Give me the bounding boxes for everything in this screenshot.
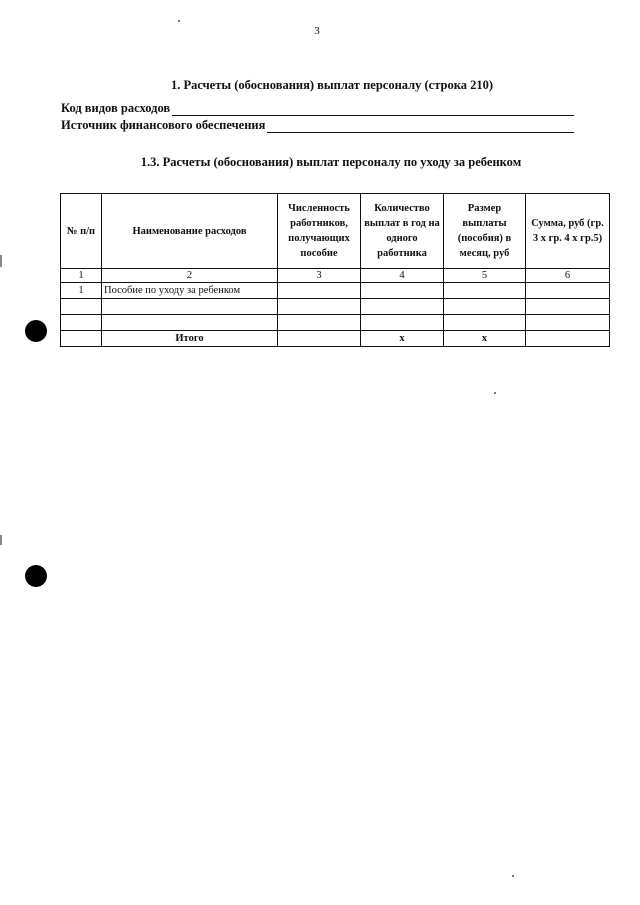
- punch-hole: [25, 565, 47, 587]
- header-payment-amount: Размер выплаты (пособия) в месяц, руб: [444, 194, 526, 269]
- table-row: [61, 283, 610, 299]
- total-cell: [278, 331, 361, 347]
- funding-source-label: Источник финансового обеспечения: [61, 118, 266, 132]
- total-cell: [526, 331, 610, 347]
- cell-payments-per-year: [361, 299, 444, 315]
- cell-sum: [526, 283, 610, 299]
- cell-sum: [526, 315, 610, 331]
- scan-edge-mark: [0, 535, 2, 545]
- scan-edge-mark: [0, 255, 2, 267]
- cell-sum: [526, 299, 610, 315]
- section-subtitle: 1.3. Расчеты (обоснования) выплат персоналу по уходу за ребенком: [140, 155, 522, 169]
- cell-row-number: 1: [61, 283, 102, 299]
- funding-source-field: [61, 118, 574, 133]
- cell-payment-amount: [444, 283, 526, 299]
- total-cell: х: [444, 331, 526, 347]
- cell-employee-count: [278, 315, 361, 331]
- scan-speck: [512, 875, 514, 877]
- punch-hole: [25, 320, 47, 342]
- page-number: 3: [314, 25, 320, 37]
- table-row: [61, 299, 610, 315]
- cell-payments-per-year: [361, 283, 444, 299]
- column-number-row: [61, 269, 610, 283]
- column-number: 6: [526, 269, 610, 283]
- expense-code-label: Код видов расходов: [61, 101, 171, 115]
- total-cell: [61, 331, 102, 347]
- column-number: 1: [61, 269, 102, 283]
- header-row: [61, 194, 610, 269]
- total-cell: х: [361, 331, 444, 347]
- header-expense-name: Наименование расходов: [102, 194, 278, 269]
- header-sum: Сумма, руб (гр. 3 х гр. 4 х гр.5): [526, 194, 610, 269]
- column-number: 2: [102, 269, 278, 283]
- cell-expense-name: Пособие по уходу за ребенком: [102, 283, 278, 299]
- header-employee-count: Численность работников, получающих пособие: [278, 194, 361, 269]
- funding-source-blank: [267, 122, 574, 133]
- cell-expense-name: [102, 315, 278, 331]
- column-number: 3: [278, 269, 361, 283]
- cell-row-number: [61, 299, 102, 315]
- table-row: [61, 315, 610, 331]
- column-number: 5: [444, 269, 526, 283]
- header-row-number: № п/п: [61, 194, 102, 269]
- cell-expense-name: [102, 299, 278, 315]
- cell-payment-amount: [444, 315, 526, 331]
- scan-speck: [494, 392, 496, 394]
- column-number: 4: [361, 269, 444, 283]
- cell-employee-count: [278, 299, 361, 315]
- expense-code-field: [61, 101, 574, 116]
- main-title: 1. Расчеты (обоснования) выплат персоналу (строка 210): [170, 78, 494, 92]
- cell-row-number: [61, 315, 102, 331]
- scan-speck: [178, 20, 180, 22]
- header-payments-per-year: Количество выплат в год на одного работника: [361, 194, 444, 269]
- cell-payment-amount: [444, 299, 526, 315]
- total-row: [61, 331, 610, 347]
- expense-code-blank: [172, 105, 574, 116]
- total-label: Итого: [102, 331, 278, 347]
- expenses-table: [60, 193, 610, 347]
- cell-payments-per-year: [361, 315, 444, 331]
- cell-employee-count: [278, 283, 361, 299]
